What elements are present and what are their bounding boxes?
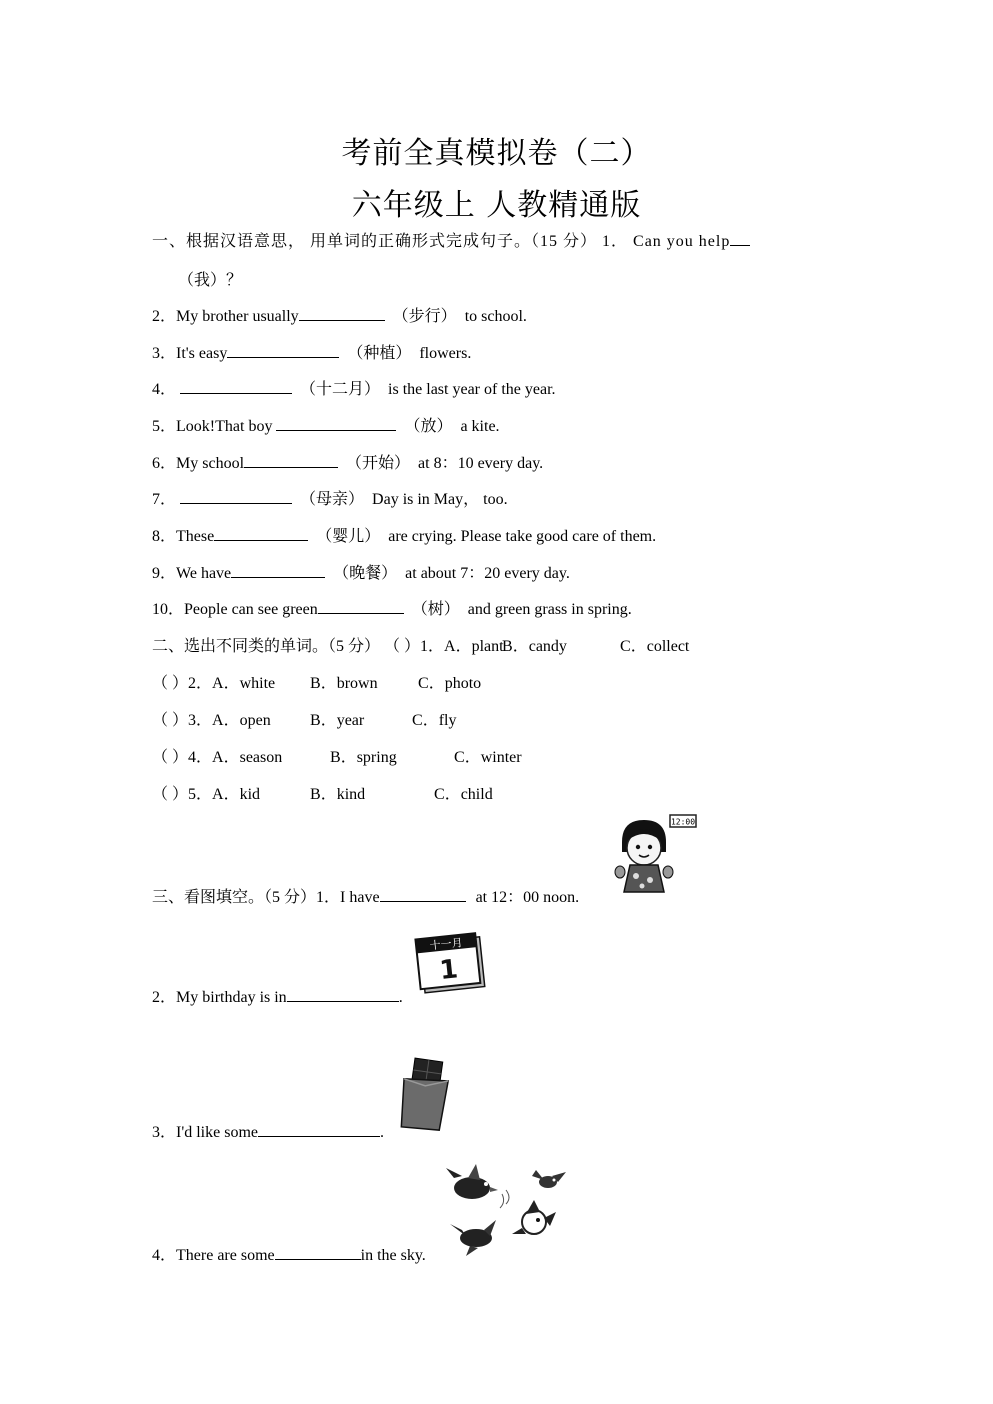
bird-icon <box>446 1164 498 1199</box>
answer-blank[interactable] <box>380 887 466 902</box>
choice-paren[interactable]: （ ） <box>152 749 189 766</box>
option-c: C．collect <box>620 638 690 655</box>
chocolate-picture <box>394 1056 458 1134</box>
bird-icon <box>450 1220 496 1256</box>
question-number: 7． <box>152 491 177 508</box>
question-4 <box>152 376 556 399</box>
girl-lunch-picture <box>612 812 702 898</box>
question-text: flowers. <box>419 345 472 362</box>
answer-blank[interactable] <box>318 599 404 614</box>
option-a: A．open <box>212 712 271 729</box>
question-text: I have <box>340 889 380 906</box>
question-text: Look!That boy <box>176 418 273 435</box>
question-3 <box>152 340 471 363</box>
question-number: 2． <box>188 675 213 692</box>
question-text: We have <box>176 565 232 582</box>
picture-question-2 <box>152 984 403 1007</box>
question-text: a kite. <box>460 418 500 435</box>
chinese-hint: （树） <box>411 601 460 618</box>
chinese-hint: （婴儿） <box>316 528 381 545</box>
exam-title: 考前全真模拟卷（二） <box>341 136 652 171</box>
choice-paren[interactable]: （ ） <box>152 712 189 729</box>
section3-line <box>152 884 579 907</box>
answer-blank[interactable] <box>276 416 396 431</box>
choice-paren[interactable]: （ ） <box>384 638 421 655</box>
picture-question-3 <box>152 1119 384 1142</box>
question-text: It's easy <box>176 345 228 362</box>
answer-blank[interactable] <box>287 987 399 1002</box>
question-text: at about 7：20 every day. <box>405 565 570 582</box>
choice-paren[interactable]: （ ） <box>152 675 189 692</box>
bird-icon <box>512 1200 556 1234</box>
question-text: is the last year of the year. <box>388 381 556 398</box>
question-number: 3． <box>152 1124 177 1141</box>
question-text: are crying. Please take good care of them. <box>388 528 657 545</box>
option-c: C．child <box>434 786 493 803</box>
chinese-hint: （步行） <box>392 308 457 325</box>
question-number: 5． <box>152 418 177 435</box>
answer-blank[interactable] <box>214 526 308 541</box>
section2-heading: 二、选出不同类的单词。（5 分） <box>152 638 381 655</box>
calendar-picture <box>410 926 490 998</box>
question-text: . <box>380 1124 384 1141</box>
question-number: 3． <box>188 712 213 729</box>
question-text: to school. <box>464 308 527 325</box>
birds-picture <box>440 1164 572 1260</box>
question-text: My birthday is in <box>176 989 287 1006</box>
answer-blank[interactable] <box>227 343 339 358</box>
chinese-hint: （放） <box>404 418 453 435</box>
option-a: A．kid <box>212 786 261 803</box>
question-text: These <box>176 528 215 545</box>
question-number: 1． <box>420 638 445 655</box>
section2-line <box>152 633 689 656</box>
question-text: at 12：00 noon. <box>475 889 580 906</box>
question-number: 2． <box>152 308 177 325</box>
question-7 <box>152 486 508 509</box>
option-b: B．brown <box>310 675 378 692</box>
q1-hint: （我）？ <box>178 272 243 289</box>
question-number: 5． <box>188 786 213 803</box>
section1-line <box>152 228 750 251</box>
q1-text: Can you help <box>633 233 731 250</box>
choice-question-5 <box>152 781 493 804</box>
option-c: C．fly <box>412 712 457 729</box>
answer-blank[interactable] <box>730 231 750 246</box>
q1-hint-line <box>178 267 242 290</box>
question-number: 6． <box>152 455 177 472</box>
choice-question-2 <box>152 670 481 693</box>
question-number: 4． <box>152 381 177 398</box>
chinese-hint: （种植） <box>347 345 412 362</box>
answer-blank[interactable] <box>180 379 292 394</box>
question-text: People can see green <box>184 601 318 618</box>
question-text: . <box>398 989 403 1006</box>
section1-heading: 一、根据汉语意思， 用单词的正确形式完成句子。（15 分） <box>152 233 598 250</box>
calendar-month: 十一月 <box>429 936 464 953</box>
answer-blank[interactable] <box>299 306 385 321</box>
question-number: 8． <box>152 528 177 545</box>
question-text: Day is in May， too. <box>372 491 508 508</box>
question-text: There are some <box>176 1247 275 1264</box>
question-number: 2． <box>152 989 177 1006</box>
question-text: My school <box>176 455 245 472</box>
question-6 <box>152 450 543 473</box>
option-b: B．candy <box>502 638 567 655</box>
option-a: A．white <box>212 675 276 692</box>
option-b: B．kind <box>310 786 366 803</box>
question-9 <box>152 560 570 583</box>
question-5 <box>152 413 500 436</box>
question-number: 4． <box>188 749 213 766</box>
exam-subtitle: 六年级上 人教精通版 <box>351 188 642 223</box>
option-c: C．photo <box>418 675 482 692</box>
question-text: My brother usually <box>176 308 299 325</box>
choice-question-4 <box>152 744 522 767</box>
answer-blank[interactable] <box>258 1122 380 1137</box>
question-text: I'd like some <box>176 1124 258 1141</box>
question-text: at 8：10 every day. <box>418 455 544 472</box>
calendar-day: 1 <box>438 954 460 987</box>
question-text: in the sky. <box>360 1247 426 1264</box>
chinese-hint: （晚餐） <box>333 565 398 582</box>
answer-blank[interactable] <box>275 1245 361 1260</box>
section3-heading: 三、看图填空。（5 分） <box>152 889 317 906</box>
question-number: 9． <box>152 565 177 582</box>
question-text: and green grass in spring. <box>467 601 632 618</box>
picture-question-4 <box>152 1242 426 1265</box>
chinese-hint: （开始） <box>346 455 411 472</box>
answer-blank[interactable] <box>231 563 325 578</box>
option-a: A．season <box>212 749 283 766</box>
question-number: 3． <box>152 345 177 362</box>
question-10 <box>152 596 632 619</box>
answer-blank[interactable] <box>244 453 338 468</box>
bird-icon <box>532 1170 566 1188</box>
question-number: 10． <box>152 601 185 618</box>
chinese-hint: （母亲） <box>300 491 365 508</box>
clock-time: 12:00 <box>670 817 696 827</box>
answer-blank[interactable] <box>180 489 292 504</box>
chinese-hint: （十二月） <box>300 381 381 398</box>
option-a: A．plant <box>444 638 504 655</box>
question-8 <box>152 523 656 546</box>
q1-number: 1． <box>602 233 629 250</box>
question-2 <box>152 303 527 326</box>
question-number: 1． <box>316 889 341 906</box>
choice-question-3 <box>152 707 456 730</box>
girl-dress <box>624 865 664 892</box>
option-b: B．spring <box>330 749 397 766</box>
option-c: C．winter <box>454 749 522 766</box>
question-number: 4． <box>152 1247 177 1264</box>
option-b: B．year <box>310 712 365 729</box>
choice-paren[interactable]: （ ） <box>152 786 189 803</box>
